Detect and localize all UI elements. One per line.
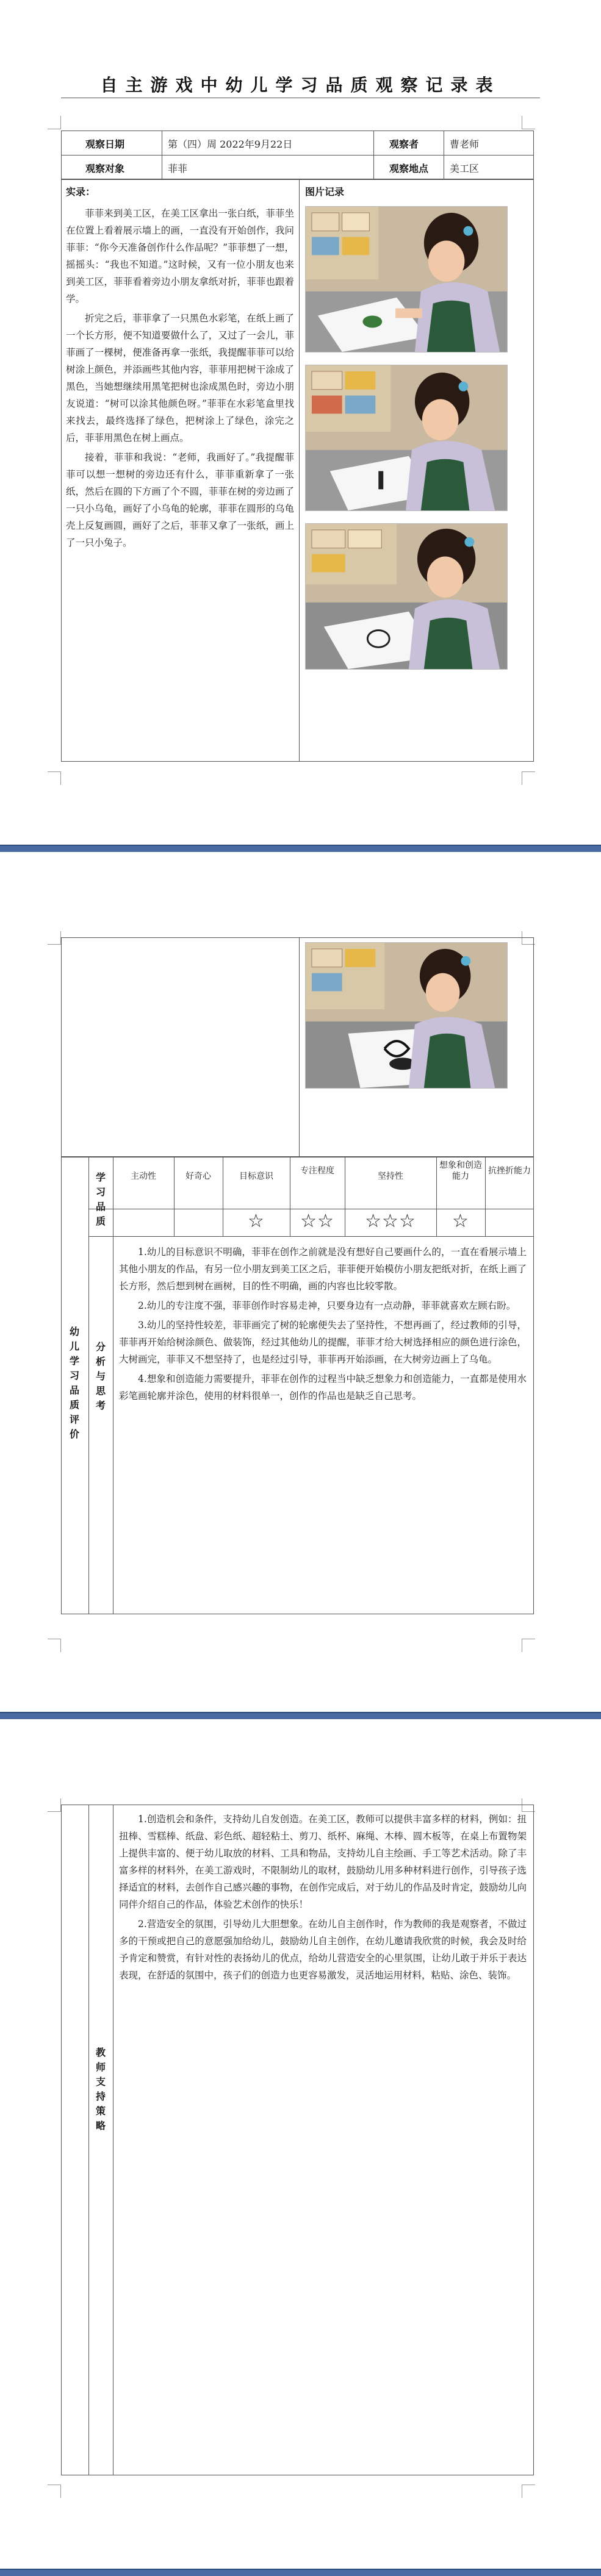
margin-mark (48, 1798, 61, 1812)
evaluation-text (119, 1243, 527, 1407)
divider (299, 937, 300, 1157)
analysis-label (95, 1340, 107, 1413)
support-paragraph: 1.创造机会和条件，支持幼儿自发创造。在美工区，教师可以提供丰富多样的材料，例如：扭扭棒、雪糕棒、纸盘、彩色纸、超轻粘土、剪刀、纸杯、麻绳、木棒、圆木板等，在桌上布置物架上提供丰富的、便于幼儿取放的材料、工具和物品，支持幼儿自主绘画、手工等艺术活动。除了丰富多样的材料外，在美工游戏时，不限制幼儿的取材，鼓励幼儿用多种材料进行创作，引导孩子选择适宜的材料，去创作自己感兴趣的事物，在创作完成后，对于幼儿的作品及时肯定，鼓励幼儿向同伴介绍自己的作品，体验艺术创作的快乐！ (119, 1814, 527, 1910)
margin-mark (522, 116, 535, 129)
date-label: 观察日期 (85, 138, 125, 150)
evaluation-side-label-text: 幼儿学习品质评价 (69, 1326, 79, 1440)
rating-stars: ☆☆ (300, 1211, 334, 1232)
page-1 (0, 0, 601, 845)
divider (88, 1805, 89, 2475)
support-text (119, 1811, 527, 1986)
page-title: 自主游戏中幼儿学习品质观察记录表 (100, 75, 501, 95)
quality-label-text: 学习品质 (95, 1172, 106, 1227)
observer-label: 观察者 (389, 138, 419, 150)
divider (174, 1157, 175, 1236)
evaluation-paragraph: 1.幼儿的目标意识不明确，菲菲在创作之前就是没有想好自己要画什么的，一直在看展示墙上其他小朋友的作品，有另一位小朋友到美工区之后，菲菲便开始模仿小朋友把纸对折，在纸上画了长方形，然后想到树在画树，目的性不明确，画的内容也比较零散。 (119, 1247, 527, 1292)
col-header: 专注程度 (300, 1166, 334, 1176)
divider (88, 1236, 534, 1237)
col-header: 抗挫折能力 (488, 1166, 531, 1176)
observer-value: 曹老师 (450, 138, 480, 150)
record-paragraph: 折完之后，菲菲拿了一只黑色水彩笔，在纸上画了一个长方形，便不知道要做什么了，又过了一会儿，菲菲画了一棵树，便准备再拿一张纸，我提醒菲菲可以给树涂上颜色，并添画些其他内容，菲菲用把树干涂成了黑色，当她想继续用黑笔把树也涂成黑色时，旁边小朋友说道：“树可以涂其他颜色呀。”菲菲在水彩笔盒里找来找去，最终选择了绿色，把树涂上了绿色，涂完之后，菲菲用黑色在树上画点。 (66, 313, 294, 443)
photo-child-drawing-2 (305, 365, 508, 511)
support-paragraph: 2.营造安全的氛围，引导幼儿大胆想象。在幼儿自主创作时，作为教师的我是观察者，不做过多的干预或把自己的意愿强加给幼儿，鼓励幼儿自主创作，在幼儿邀请我欣赏的时候，我会及时给予肯定和赞赏，有针对性的表扬幼儿的优点，给幼儿营造安全的心里氛围，让幼儿敢于并乐于表达表现，在舒适的氛围中，孩子们的创造力也更容易激发，灵活地运用材料，粘贴、涂色、装饰。 (119, 1919, 527, 1981)
divider (88, 1157, 89, 1614)
record-text (66, 205, 294, 554)
record-label: 实录： (66, 186, 96, 198)
subject-label: 观察对象 (85, 163, 125, 174)
col-header: 想象和创造能力 (439, 1161, 482, 1181)
margin-mark (48, 931, 61, 945)
date-value: 第（四）周 2022年9月22日 (168, 138, 293, 150)
page-separator (0, 2569, 601, 2576)
location-value: 美工区 (450, 163, 480, 174)
margin-mark (48, 116, 61, 129)
record-paragraph: 菲菲来到美工区，在美工区拿出一张白纸，菲菲坐在位置上看着展示墙上的画，一直没有开始创作，我问菲菲：“你今天准备创作什么作品呢？”菲菲想了一想，摇摇头：“我也不知道。”这时候，又有一位小朋友也来到美工区，菲菲看着旁边小朋友拿纸对折，菲菲也跟着学。 (66, 208, 294, 304)
rating-stars: ☆☆☆ (365, 1211, 416, 1232)
margin-mark (48, 2485, 61, 2498)
record-paragraph: 接着，菲菲和我说：“老师，我画好了。”我提醒菲菲可以想一想树的旁边还有什么，菲菲重新拿了一张纸，然后在圆的下方画了个不圆，菲菲在树的旁边画了一只小乌龟，画好了小乌龟的轮廓，菲菲在圆形的乌龟壳上反复画圆，画好了之后，菲菲又拿了一张纸，画上了一只小兔子。 (66, 452, 294, 548)
location-label: 观察地点 (389, 163, 429, 174)
page-3 (0, 1719, 601, 2569)
divider (373, 131, 374, 179)
margin-mark (48, 771, 61, 785)
margin-mark (48, 1639, 61, 1652)
photo-label: 图片记录 (305, 186, 345, 198)
col-header: 主动性 (131, 1172, 156, 1181)
divider (485, 1157, 486, 1236)
photo-child-drawing-3 (305, 523, 508, 670)
evaluation-paragraph: 2.幼儿的专注度不强，菲菲创作时容易走神，只要身边有一点动静，菲菲就喜欢左顾右盼。 (138, 1300, 516, 1311)
col-header: 坚持性 (378, 1172, 403, 1181)
support-label-text: 教师支持策略 (95, 2047, 106, 2131)
margin-mark (522, 1639, 535, 1652)
photo-child-drawing-4 (305, 942, 508, 1089)
col-header: 目标意识 (239, 1172, 273, 1181)
subject-value: 菲菲 (168, 163, 188, 174)
evaluation-paragraph: 3.幼儿的坚持性较差，菲菲画完了树的轮廓便失去了坚持性，不想再画了，经过教师的引导，菲菲再开始给树涂颜色、做装饰，经过其他幼儿的提醒，菲菲才给大树选择相应的颜色进行涂色，大树画完，菲菲又不想坚持了，也是经过引导，菲菲再开始添画，在大树旁边画上了乌龟。 (119, 1320, 527, 1365)
col-header: 好奇心 (185, 1172, 211, 1181)
evaluation-side-label (68, 1325, 81, 1442)
analysis-label-text: 分析与思考 (95, 1341, 106, 1411)
margin-mark (522, 2485, 535, 2498)
rating-stars: ☆ (452, 1211, 469, 1232)
divider (299, 179, 300, 762)
page-separator (0, 1712, 601, 1719)
page-separator (0, 845, 601, 852)
page-2 (0, 852, 601, 1712)
evaluation-paragraph: 4.想象和创造能力需要提升，菲菲在创作的过程当中缺乏想象力和创造能力，一直都是使用水彩笔画轮廓并涂色，使用的材料很单一，创作的作品也是缺乏自己思考。 (119, 1373, 527, 1401)
quality-label (95, 1170, 107, 1229)
divider (61, 155, 534, 156)
support-label (95, 2045, 107, 2133)
photo-child-drawing-1 (305, 206, 508, 352)
margin-mark (522, 771, 535, 785)
rating-stars: ☆ (248, 1211, 265, 1232)
